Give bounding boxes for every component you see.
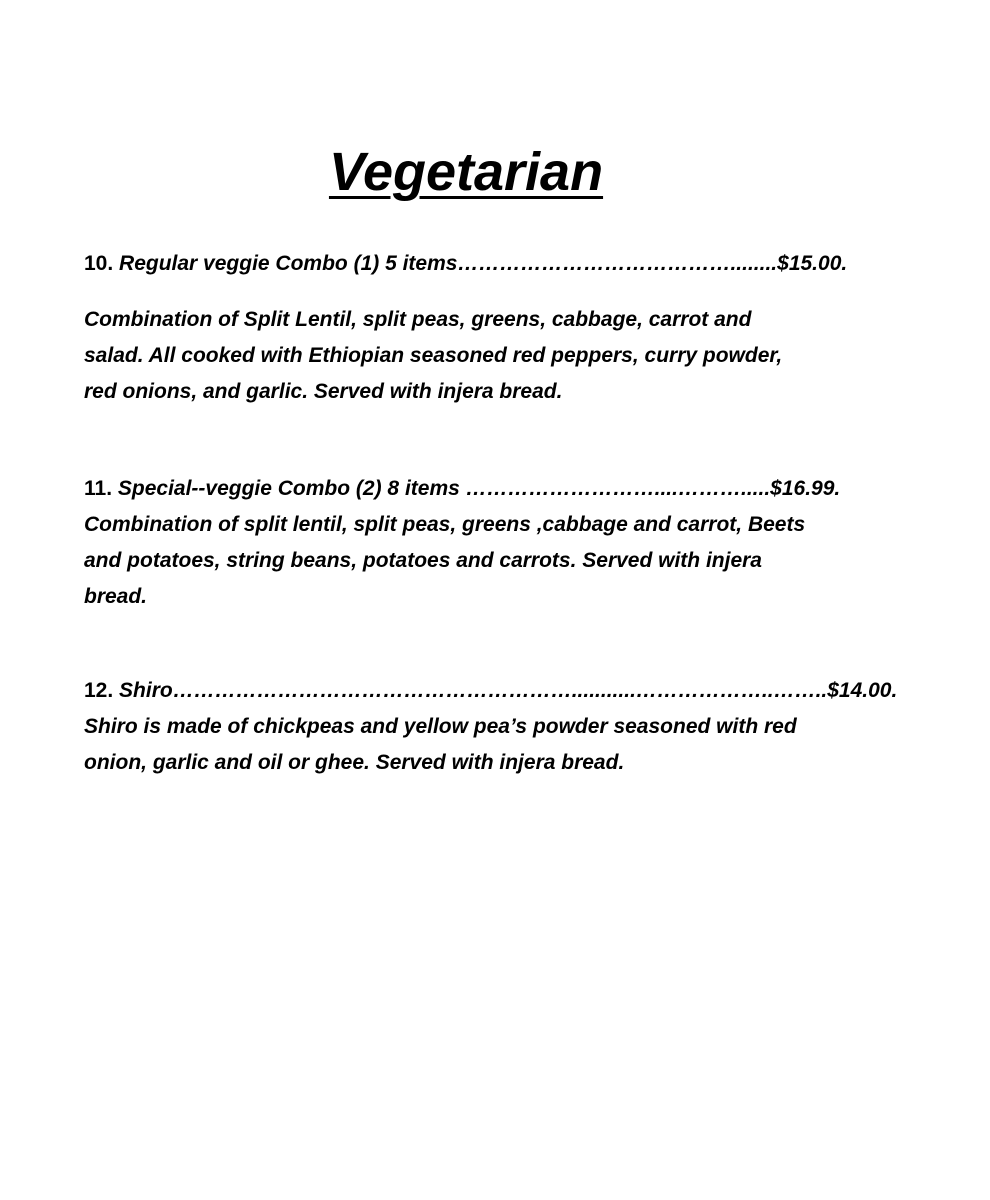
item-name: Shiro xyxy=(113,679,173,702)
description-line: Combination of split lentil, split peas, greens ,cabbage and carrot, Beets xyxy=(84,513,806,536)
dot-leader: …………………………………........ xyxy=(457,252,778,275)
description-line: Shiro is made of chickpeas and yellow pea’s powder seasoned with red xyxy=(84,715,797,738)
item-description xyxy=(84,507,874,615)
description-line: Combination of Split Lentil, split peas, greens, cabbage, carrot and xyxy=(84,308,752,331)
item-name: Special--veggie Combo (2) 8 items xyxy=(112,477,466,500)
menu-item xyxy=(84,246,874,410)
item-price: $16.99. xyxy=(770,477,841,500)
description-line: salad. All cooked with Ethiopian seasoned red peppers, curry powder, xyxy=(84,344,783,367)
menu-item xyxy=(84,673,898,781)
description-line: red onions, and garlic. Served with injera bread. xyxy=(84,380,563,403)
item-number: 10. xyxy=(84,252,114,275)
menu-item-header xyxy=(84,673,898,709)
description-line: bread. xyxy=(84,585,148,608)
item-price: $15.00. xyxy=(777,252,848,275)
menu-item-header xyxy=(84,246,874,282)
dot-leader: …………………………………………………...........………………..…….. xyxy=(172,679,828,702)
dot-leader: ………………………....………..... xyxy=(465,477,771,500)
menu-item xyxy=(84,471,874,615)
item-description xyxy=(84,709,874,781)
description-line: onion, garlic and oil or ghee. Served with injera bread. xyxy=(84,751,625,774)
item-name: Regular veggie Combo (1) 5 items xyxy=(113,252,458,275)
description-line: and potatoes, string beans, potatoes and carrots. Served with injera xyxy=(84,549,762,572)
page-title: Vegetarian xyxy=(328,142,604,202)
menu-item-header xyxy=(84,471,874,507)
item-number: 12. xyxy=(84,679,114,702)
item-number: 11. xyxy=(84,477,113,500)
item-description xyxy=(84,302,874,410)
item-price: $14.00. xyxy=(827,679,898,702)
